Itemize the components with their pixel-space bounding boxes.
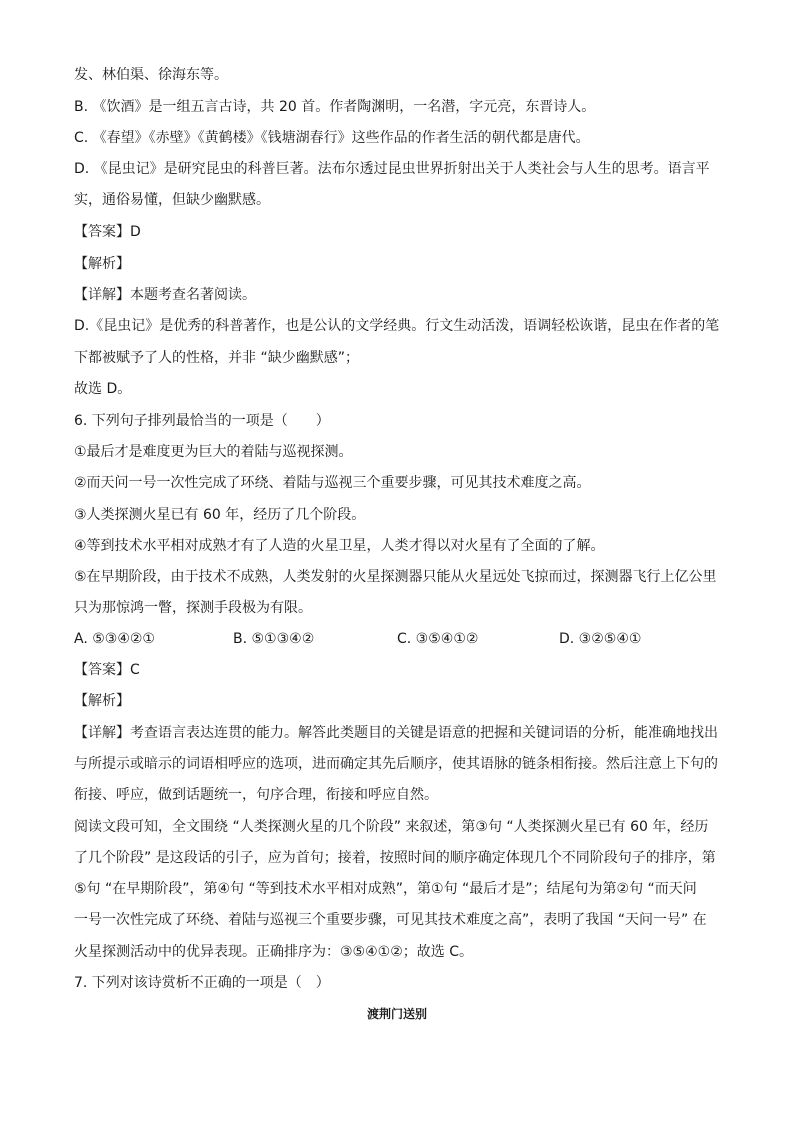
detail-line: 【详解】本题考查名著阅读。 <box>74 287 256 303</box>
analysis-label: 【解析】 <box>74 256 130 272</box>
q6-reading-line: 火星探测活动中的优异表现。正确排序为：③⑤④①②；故选 C。 <box>74 944 473 960</box>
q6-analysis-label: 【解析】 <box>74 693 130 709</box>
q6-option-a: A. ⑤③④②① <box>74 631 155 647</box>
sentence-1: ①最后才是难度更为巨大的着陆与巡视探测。 <box>74 444 353 460</box>
q6-options-row <box>74 630 724 648</box>
question-7-stem: 7. 下列对该诗赏析不正确的一项是（ ） <box>74 975 330 991</box>
q6-detail-line: 与所提示或暗示的词语相呼应的选项，进而确定其先后顺序，使其语脉的链条相衔接。然后注意上下句的 <box>74 756 718 772</box>
poem-title: 渡荆门送别 <box>366 1007 427 1021</box>
q6-option-c: C. ③⑤④①② <box>397 631 479 647</box>
text-line: 发、林伯渠、徐海东等。 <box>74 67 228 83</box>
q6-option-b: B. ⑤①③④② <box>233 631 315 647</box>
q6-reading-line: 阅读文段可知，全文围绕 “人类探测火星的几个阶段” 来叙述，第③句 “人类探测火星已有 60 年，经历 <box>74 819 709 835</box>
q6-reading-line: 一号一次性完成了环绕、着陆与巡视三个重要步骤，可见其技术难度之高”，表明了我国 “天问一号” 在 <box>74 912 707 928</box>
q6-detail-line: 【详解】考查语言表达连贯的能力。解答此类题目的关键是语意的把握和关键词语的分析，能准确地找出 <box>74 725 718 741</box>
q6-reading-line: 了几个阶段” 是这段话的引子，应为首句；接着，按照时间的顺序确定体现几个不同阶段句子的排序，第 <box>74 850 716 866</box>
question-6-stem: 6. 下列句子排列最恰当的一项是（ ） <box>74 413 330 429</box>
option-d: D. 《昆虫记》是研究昆虫的科普巨著。法布尔透过昆虫世界折射出关于人类社会与人生的思考。语言平 <box>74 161 710 177</box>
option-c: C. 《春望》《赤壁》《黄鹤楼》《钱塘湖春行》这些作品的作者生活的朝代都是唐代。 <box>74 130 590 146</box>
explain-line-cont: 下都被赋予了人的性格，并非 “缺少幽默感”； <box>74 350 359 366</box>
q6-reading-line: ⑤句 “在早期阶段”，第④句 “等到技术水平相对成熟”，第①句 “最后才是”；结尾句为第②句 “而天问 <box>74 881 697 897</box>
answer-label: 【答案】D <box>74 224 141 240</box>
sentence-2: ②而天问一号一次性完成了环绕、着陆与巡视三个重要步骤，可见其技术难度之高。 <box>74 475 591 491</box>
option-d-cont: 实，通俗易懂，但缺少幽默感。 <box>74 192 270 208</box>
q6-answer-label: 【答案】C <box>74 662 140 678</box>
explain-line: D.《昆虫记》是优秀的科普著作，也是公认的文学经典。行文生动活泼，语调轻松诙谐，昆虫在作者的笔 <box>74 318 720 334</box>
sentence-5: ⑤在早期阶段，由于技术不成熟，人类发射的火星探测器只能从火星远处飞掠而过，探测器飞行上亿公里 <box>74 569 717 585</box>
sentence-4: ④等到技术水平相对成熟才有了人造的火星卫星，人类才得以对火星有了全面的了解。 <box>74 538 605 554</box>
conclusion-line: 故选 D。 <box>74 381 132 397</box>
sentence-5-cont: 只为那惊鸿一瞥，探测手段极为有限。 <box>74 600 312 616</box>
q6-option-d: D. ③②⑤④① <box>559 631 642 647</box>
option-b: B. 《饮酒》是一组五言古诗，共 20 首。作者陶渊明，一名潜，字元亮，东晋诗人。 <box>74 99 596 115</box>
sentence-3: ③人类探测火星已有 60 年，经历了几个阶段。 <box>74 507 366 523</box>
q6-detail-line: 衔接、呼应，做到话题统一，句序合理，衔接和呼应自然。 <box>74 787 438 803</box>
